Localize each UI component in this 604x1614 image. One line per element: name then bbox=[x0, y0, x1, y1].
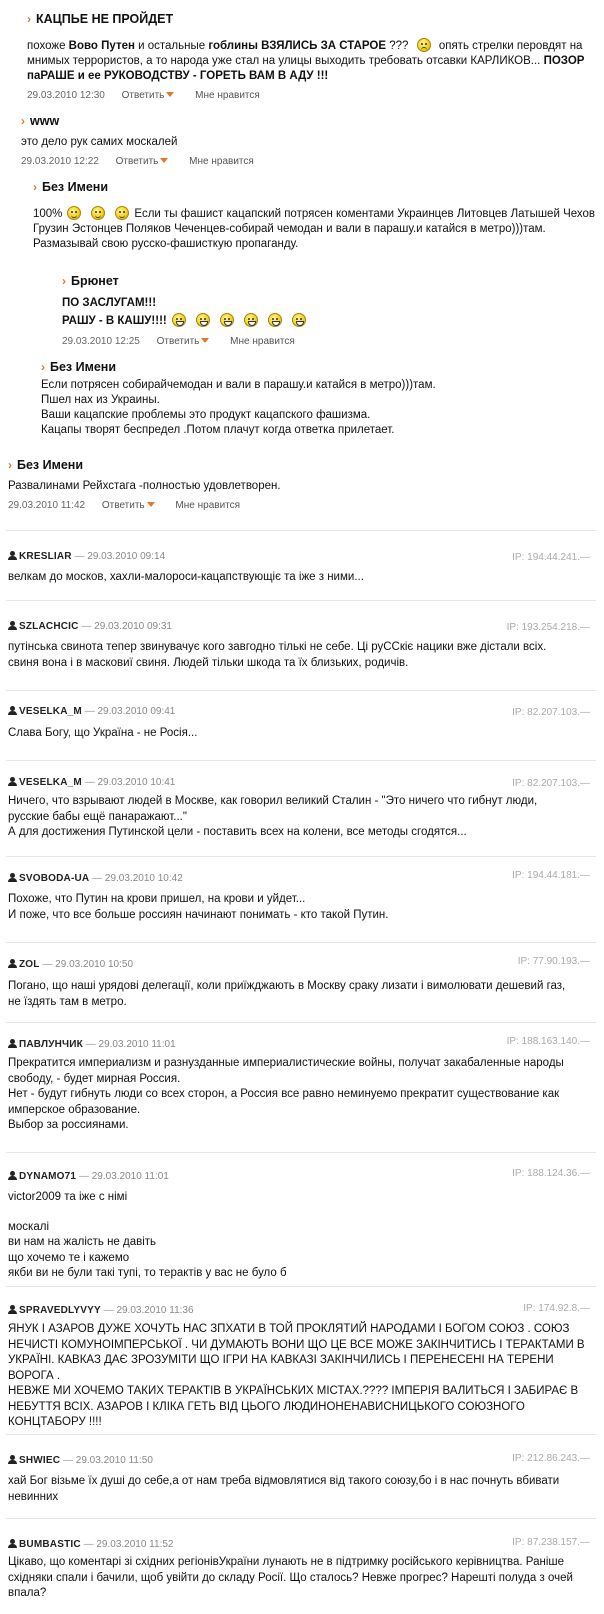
like-link[interactable]: Мне нравится bbox=[230, 336, 295, 347]
comment-text: путінська свинота тепер звинувачує кого завгодно тількі не себе. Ці руССкіє нацики вже дістали всіх. свиня вона і в масковиї свиня. Людей тільки шкода та їх близьких, родичів. bbox=[8, 641, 547, 669]
chevron-right-icon: › bbox=[21, 114, 25, 128]
user-icon bbox=[8, 1305, 17, 1314]
divider bbox=[6, 942, 596, 943]
like-link[interactable]: Мне нравится bbox=[175, 500, 241, 511]
user-icon bbox=[8, 1039, 17, 1048]
comment-item: BUMBASTIC — 29.03.2010 11:52 IP: 87.238.157.— Цікаво, що коментарі зі східних регіонівУкраїни лунають не в підтримку російського керівництва. Раніше східняки спали і бачили, щоб увійти до складу Росії. Що сталось? Невже прогрес? Нарешті полуда з очей впала? bbox=[0, 1518, 604, 1614]
divider bbox=[6, 600, 596, 601]
user-icon bbox=[8, 1455, 17, 1464]
divider bbox=[6, 1518, 596, 1519]
comment-item: SVOBODA-UA — 29.03.2010 10:42 IP: 194.44.181.— Похоже, что Путин на крови пришел, на крови и уйдет... И поже, что все больше россиян начинают понимать - кто такой Путин. bbox=[0, 856, 604, 940]
user-icon bbox=[8, 621, 17, 630]
comment-nick[interactable]: SVOBODA-UA bbox=[19, 873, 90, 884]
comment-date: 29.03.2010 11:01 bbox=[91, 1171, 169, 1182]
chevron-right-icon: › bbox=[41, 360, 45, 374]
comment-date: 29.03.2010 11:42 bbox=[8, 500, 86, 511]
comment-date: 29.03.2010 11:50 bbox=[75, 1455, 153, 1466]
comment-ip: IP: 87.238.157.— bbox=[512, 1537, 590, 1548]
chevron-right-icon: › bbox=[33, 180, 37, 194]
user-icon bbox=[8, 1171, 17, 1180]
comment-text: Похоже, что Путин на крови пришел, на крови и уйдет... И поже, что все больше россиян начинают понимать - кто такой Путин. bbox=[8, 893, 389, 921]
comment-text: Развалинами Рейхстага -полностью удовлетворен. bbox=[8, 480, 281, 492]
comment-item: VESELKA_M — 29.03.2010 10:41 IP: 82.207.103.— Ничего, что взрывают людей в Москве, как говорил великий Сталин - "Это ничего что гибнут люди, русские бабы ещё панаражают..." А для достижения Путинской цели - поставить всех на колени, все методы сгодятся... bbox=[0, 760, 604, 850]
grin-smiley-icon bbox=[172, 313, 186, 327]
comment-ip: IP: 174.92.8.— bbox=[523, 1303, 590, 1314]
comment-author: КАЦПЬЕ НЕ ПРОЙДЕТ bbox=[36, 12, 174, 26]
divider bbox=[6, 856, 596, 857]
grin-smiley-icon bbox=[292, 313, 306, 327]
comment-item: VESELKA_M — 29.03.2010 09:41 IP: 82.207.103.— Слава Богу, що Україна - не Росія... bbox=[0, 690, 604, 750]
comment-date: 29.03.2010 09:14 bbox=[87, 551, 166, 562]
comment-date: 29.03.2010 12:22 bbox=[21, 156, 99, 167]
smiley-icon bbox=[115, 206, 129, 220]
comment-ip: IP: 82.207.103.— bbox=[512, 778, 590, 789]
divider bbox=[6, 1434, 596, 1435]
chevron-right-icon: › bbox=[8, 458, 12, 472]
chevron-right-icon: › bbox=[62, 274, 66, 288]
grin-smiley-icon bbox=[220, 313, 234, 327]
comment-nick[interactable]: KRESLIAR bbox=[19, 551, 72, 562]
comment-item: DYNAMO71 — 29.03.2010 11:01 IP: 188.124.36.— victor2009 та іже с німі москалі ви нам на жаліcть не давіть що хочемо те і кажемо якби ви не були такі тупі, то терактів у вас не було б bbox=[0, 1152, 604, 1280]
comment-nick[interactable]: SHWIEC bbox=[19, 1455, 61, 1466]
thread-comment bbox=[21, 112, 597, 169]
comment-meta bbox=[8, 498, 597, 513]
comment-ip: IP: 212.86.243.— bbox=[512, 1453, 590, 1464]
grin-smiley-icon bbox=[244, 313, 258, 327]
comment-date: 29.03.2010 11:36 bbox=[116, 1305, 194, 1316]
thread-comment bbox=[62, 272, 597, 349]
user-icon bbox=[8, 777, 17, 786]
comment-text: ЯНУК І АЗАРОВ ДУЖЕ ХОЧУТЬ НАС ЗПХАТИ В ТОЙ ПРОКЛЯТИЙ НАРОДАМИ І БОГОМ СОЮЗ . СОЮЗ НЕЧИСТІ КОМУНОІМПЕРСЬКОЇ . ЧИ ДУМАЮТЬ ВОНИ ЩО ЦЕ ВСЕ МОЖЕ ЗАКІНЧИТИСЬ І ТЕРАКТАМИ В УКРАЇНІ. КАВКАЗ ДАЄ ЗРОЗУМІТИ ЩО ІГРИ НА КАВКАЗІ ЗАКІНЧИЛИСЬ І ПЕРЕНЕСЕНІ НА ТЕРЕНИ ВОРОГА . НЕВЖЕ МИ ХОЧЕМО ТАКИХ ТЕРАКТІВ В УКРАЇНСЬКИХ МІСТАХ.???? ІМПЕРІЯ ВАЛИТЬСЯ І ЗАБИРАЄ В НЕБУТТЯ ВСІХ. АЗАРОВ І КЛІКА ГЕТЬ ВІД ЦЬОГО ЛЮДИНОНЕНАВИСНИЦЬКОГО СОЮЗНОГО КОНЦТАБОРУ !!!! bbox=[8, 1323, 585, 1428]
comment-date: 29.03.2010 12:30 bbox=[27, 90, 105, 101]
divider bbox=[6, 1286, 596, 1287]
chevron-right-icon: › bbox=[27, 12, 31, 26]
divider bbox=[6, 530, 596, 531]
comment-date: 29.03.2010 09:31 bbox=[94, 621, 172, 632]
comment-text: это дело рук самих москалей bbox=[21, 136, 178, 148]
comment-author: Без Имени bbox=[17, 458, 84, 472]
like-link[interactable]: Мне нравится bbox=[189, 156, 254, 167]
user-icon bbox=[8, 551, 17, 560]
user-icon bbox=[8, 1539, 17, 1548]
comment-author: Без Имени bbox=[50, 360, 117, 374]
divider bbox=[6, 760, 596, 761]
comment-date: 29.03.2010 12:25 bbox=[62, 336, 140, 347]
comment-text: Цікаво, що коментарі зі східних регіонівУкраїни лунають не в підтримку російського керівництва. Раніше східняки спали і бачили, щоб увійти до складу Росії. Що сталось? Невже прогрес? Нарешті полуда з очей впала? bbox=[8, 1556, 573, 1599]
divider bbox=[6, 1022, 596, 1023]
comment-nick[interactable]: VESELKA_M bbox=[19, 706, 82, 717]
comment-ip: IP: 193.254.218.— bbox=[506, 622, 590, 633]
reply-link[interactable]: Ответить bbox=[121, 90, 165, 101]
comment-item: SZLACHCIC — 29.03.2010 09:31 IP: 193.254.218.— путінська свинота тепер звинувачує кого завгодно тількі не себе. Ці руССкіє нацики вже дістали всіх. свиня вона і в масковиї свиня. Людей тільки шкода та їх близьких, родичів. bbox=[0, 600, 604, 685]
comment-text: Погано, що наші урядові делегації, коли приїжджають в Москву сраку лизати і вимолювати дешевий газ, не їздять там в метро. bbox=[8, 980, 566, 1008]
smiley-icon bbox=[91, 206, 105, 220]
comment-text: похоже Вово Путен и остальные гоблины ВЗЯЛИСЬ ЗА СТАРОЕ ??? опять стрелки перовдят на мнимых террористов, а то народа уже стал на улицы выходить требовать отсавки КАРЛИКОВ... ПОЗОР паРАШЕ и ее РУКОВОДСТВУ - ГОРЕТЬ ВАМ В АДУ !!! bbox=[27, 40, 585, 82]
comment-date: 29.03.2010 11:01 bbox=[98, 1039, 176, 1050]
comment-item: KRESLIAR — 29.03.2010 09:14 IP: 194.44.241.— велкам до москов, хахли-малороси-кацапствующіє та іже з ними... bbox=[0, 530, 604, 600]
sad-smiley-icon bbox=[417, 38, 431, 52]
thread-comment bbox=[8, 456, 597, 513]
comment-ip: IP: 77.90.193.— bbox=[517, 956, 590, 967]
comment-nick[interactable]: SZLACHCIC bbox=[19, 621, 79, 632]
comment-date: 29.03.2010 10:41 bbox=[97, 777, 176, 788]
comment-text: Если потрясен собирайчемодан и вали в парашу.и катайся в метро)))там. Пшел нах из Украины. Ваши кацапские проблемы это продукт кацапского фашизма. Кацапы творят беспредел .Потом плачут когда ответка прилетает. bbox=[41, 379, 436, 436]
thread-comment bbox=[41, 358, 597, 438]
dropdown-arrow-icon[interactable] bbox=[147, 502, 155, 507]
like-link[interactable]: Мне нравится bbox=[195, 90, 260, 101]
comment-nick[interactable]: ZOL bbox=[19, 959, 40, 970]
comment-nick[interactable]: VESELKA_M bbox=[19, 777, 82, 788]
comment-item: ПАВЛУНЧИК — 29.03.2010 11:01 IP: 188.163.140.— Прекратится империализм и разнузданные империалистические войны, получат закабаленные народы свободу, - будет мирная Россия. Нет - будут гибнуть люди со всех сторон, а Россия все равно неминуемо прекратит существование как имперское образование. Выбор за россиянами. bbox=[0, 1022, 604, 1152]
grin-smiley-icon bbox=[268, 313, 282, 327]
thread-comment bbox=[33, 178, 597, 252]
thread-comment bbox=[27, 10, 597, 103]
smiley-icon bbox=[67, 206, 81, 220]
dropdown-arrow-icon[interactable] bbox=[201, 338, 209, 343]
comment-nick[interactable]: BUMBASTIC bbox=[19, 1539, 81, 1550]
comment-ip: IP: 188.124.36.— bbox=[512, 1168, 590, 1179]
comment-meta bbox=[27, 88, 597, 103]
comment-nick[interactable]: DYNAMO71 bbox=[19, 1171, 77, 1182]
comment-item: SHWIEC — 29.03.2010 11:50 IP: 212.86.243.— хай Бог візьме їх душі до себе,а от нам треба відмовлятися від такого союзу,бо і в нас почнуть вбивати невинних bbox=[0, 1434, 604, 1516]
comment-date: 29.03.2010 10:50 bbox=[55, 959, 134, 970]
comment-nick[interactable]: ПАВЛУНЧИК bbox=[19, 1039, 83, 1050]
user-icon bbox=[8, 706, 17, 715]
comment-text: Прекратится империализм и разнузданные империалистические войны, получат закабаленные народы свободу, - будет мирная Россия. Нет - будут гибнуть люди со всех сторон, а Россия все равно неминуемо прекратит существование как имперское образование. Выбор за россиянами. bbox=[8, 1057, 564, 1131]
grin-smiley-icon bbox=[196, 313, 210, 327]
user-icon bbox=[8, 873, 17, 882]
reply-link[interactable]: Ответить bbox=[101, 500, 145, 511]
comment-date: 29.03.2010 10:42 bbox=[104, 873, 183, 884]
comment-text: Ничего, что взрывают людей в Москве, как говорил великий Сталин - "Это ничего что гибнут люди, русские бабы ещё панаражают..." А для достижения Путинской цели - поставить всех на колени, все методы сгодятся... bbox=[8, 795, 538, 838]
comment-ip: IP: 82.207.103.— bbox=[512, 707, 590, 718]
comment-meta bbox=[21, 154, 597, 169]
reply-link[interactable]: Ответить bbox=[156, 336, 200, 347]
comment-text: ПО ЗАСЛУГАМ!!! РАШУ - В КАШУ!!!! bbox=[62, 294, 597, 330]
comment-nick[interactable]: SPRAVEDLYVYY bbox=[19, 1305, 101, 1316]
comment-ip: IP: 194.44.181.— bbox=[512, 870, 590, 881]
comment-text: Слава Богу, що Україна - не Росія... bbox=[8, 727, 198, 739]
comment-text: victor2009 та іже с німі москалі ви нам на жаліcть не давіть що хочемо те і кажемо якби ви не були такі тупі, то терактів у вас не було б bbox=[8, 1191, 287, 1279]
comment-item: ZOL — 29.03.2010 10:50 IP: 77.90.193.— Погано, що наші урядові делегації, коли приїжджають в Москву сраку лизати і вимолювати дешевий газ, не їздять там в метро. bbox=[0, 942, 604, 1020]
comment-author: www bbox=[30, 114, 60, 128]
comment-item: SPRAVEDLYVYY — 29.03.2010 11:36 IP: 174.92.8.— ЯНУК І АЗАРОВ ДУЖЕ ХОЧУТЬ НАС ЗПХАТИ В ТОЙ ПРОКЛЯТИЙ НАРОДАМИ І БОГОМ СОЮЗ . СОЮЗ НЕЧИСТІ КОМУНОІМПЕРСЬКОЇ . ЧИ ДУМАЮТЬ ВОНИ ЩО ЦЕ ВСЕ МОЖЕ ЗАКІНЧИТИСЬ І ТЕРАКТАМИ В УКРАЇНІ. КАВКАЗ ДАЄ ЗРОЗУМІТИ ЩО ІГРИ НА КАВКАЗІ ЗАКІНЧИЛИСЬ І ПЕРЕНЕСЕНІ НА ТЕРЕНИ ВОРОГА . НЕВЖЕ МИ ХОЧЕМО ТАКИХ ТЕРАКТІВ В УКРАЇНСЬКИХ МІСТАХ.???? ІМПЕРІЯ ВАЛИТЬСЯ І ЗАБИРАЄ В НЕБУТТЯ ВСІХ. АЗАРОВ І КЛІКА ГЕТЬ ВІД ЦЬОГО ЛЮДИНОНЕНАВИСНИЦЬКОГО СОЮЗНОГО КОНЦТАБОРУ !!!! bbox=[0, 1286, 604, 1434]
comment-ip: IP: 194.44.241.— bbox=[512, 552, 590, 563]
user-icon bbox=[8, 959, 17, 968]
comment-date: 29.03.2010 11:52 bbox=[96, 1539, 174, 1550]
comment-meta bbox=[62, 334, 597, 349]
comment-author: Брюнет bbox=[71, 274, 119, 288]
divider bbox=[6, 690, 596, 691]
dropdown-arrow-icon[interactable] bbox=[166, 92, 174, 97]
comment-date: 29.03.2010 09:41 bbox=[97, 706, 176, 717]
comment-author: Без Имени bbox=[42, 180, 109, 194]
divider bbox=[6, 1152, 596, 1153]
reply-link[interactable]: Ответить bbox=[115, 156, 159, 167]
comment-ip: IP: 188.163.140.— bbox=[506, 1036, 590, 1047]
comment-text: велкам до москов, хахли-малороси-кацапствующіє та іже з ними... bbox=[8, 571, 364, 583]
dropdown-arrow-icon[interactable] bbox=[160, 158, 168, 163]
comment-text: 100% Если ты фашист кацапский потрясен коментами Украинцев Литовцев Латышей Чехов Грузин Эстонцев Поляков Чеченцев-собирай чемодан и вали в парашу.и катайся в метро)))там. Размазывай свою русско-фашисткую пропаганду. bbox=[33, 208, 596, 250]
comment-text: хай Бог візьме їх душі до себе,а от нам треба відмовлятися від такого союзу,бо і в нас почнуть вбивати невинних bbox=[8, 1475, 560, 1503]
